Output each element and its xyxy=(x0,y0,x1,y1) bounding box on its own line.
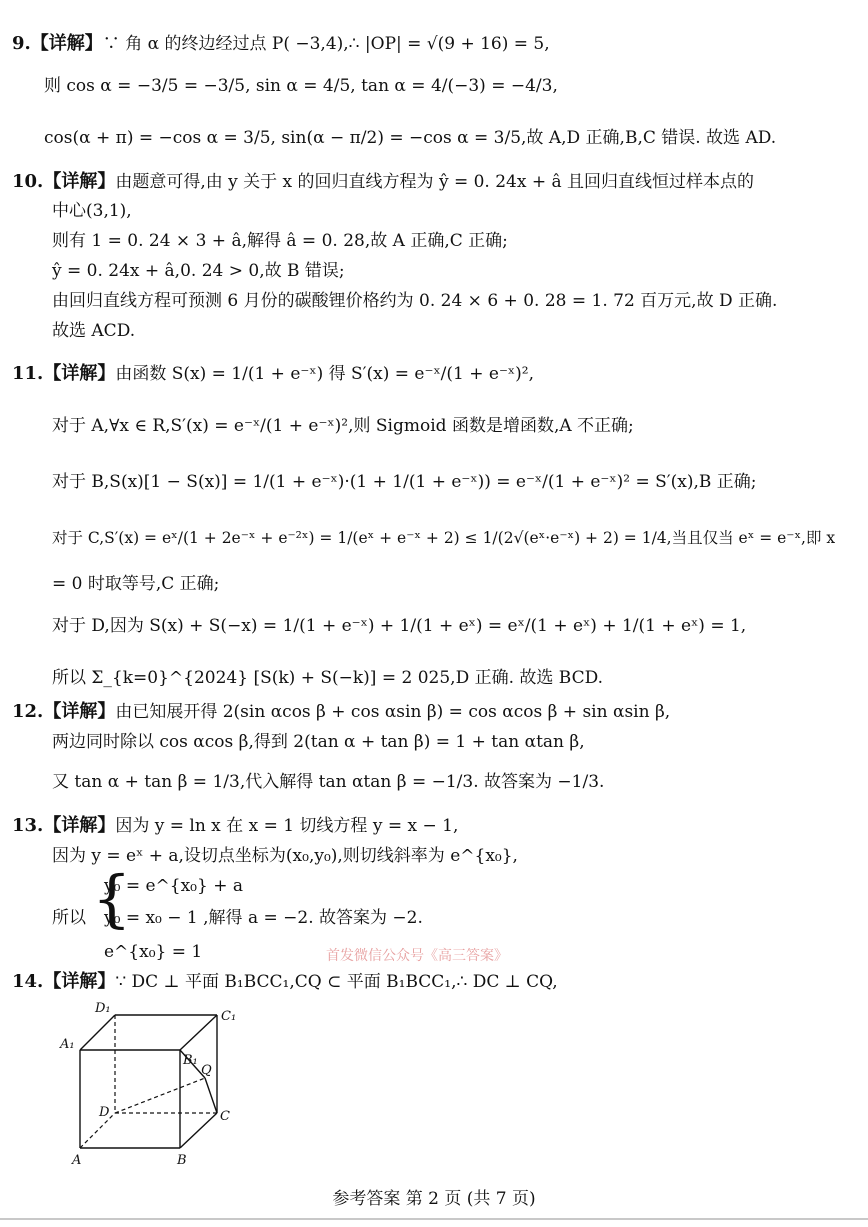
system-eq-3: e^{x₀} = 1 xyxy=(104,942,203,962)
problem-number: 12. xyxy=(12,701,44,722)
problem-label: 【详解】 xyxy=(43,971,116,992)
problem-13-line-2: 因为 y = eˣ + a,设切点坐标为(x₀,y₀),则切线斜率为 e^{x₀}, xyxy=(52,846,518,866)
solution-text: ∵ DC ⊥ 平面 B₁BCC₁,CQ ⊂ 平面 B₁BCC₁,∴ DC ⊥ CQ, xyxy=(115,972,558,992)
label-q: Q xyxy=(201,1063,212,1078)
problem-label: 【详解】 xyxy=(43,701,116,722)
problem-14-line-1 xyxy=(12,970,558,994)
problem-number: 11. xyxy=(12,363,44,384)
system-brace: { xyxy=(92,862,132,935)
label-c1: C₁ xyxy=(221,1009,237,1024)
edge-bc xyxy=(180,1113,217,1148)
solution-text: 由题意可得,由 y 关于 x 的回归直线方程为 ŷ = 0. 24x + â 且回归直线恒过样本点的 xyxy=(115,172,755,192)
label-a: A xyxy=(72,1153,82,1168)
label-b1: B₁ xyxy=(183,1053,198,1068)
problem-number: 13. xyxy=(12,815,44,836)
solution-text: 因为 y = ln x 在 x = 1 切线方程 y = x − 1, xyxy=(115,816,459,836)
problem-9-line-3: cos(α + π) = −cos α = 3/5, sin(α − π/2) = −cos α = 3/5,故 A,D 正确,B,C 错误. 故选 AD. xyxy=(44,128,777,148)
edge-a1d1 xyxy=(80,1015,115,1050)
problem-11-line-1 xyxy=(12,362,534,386)
problem-13-system-prefix: 所以 xyxy=(52,908,86,928)
problem-9-line-1 xyxy=(12,32,550,56)
solution-text: 由已知展开得 2(sin αcos β + cos αsin β) = cos αcos β + sin αsin β, xyxy=(115,702,671,722)
problem-label: 【详解】 xyxy=(43,815,116,836)
problem-number: 14. xyxy=(12,971,44,992)
problem-11-line-3: 对于 B,S(x)[1 − S(x)] = 1/(1 + e⁻ˣ)·(1 + 1/(1 + e⁻ˣ)) = e⁻ˣ/(1 + e⁻ˣ)² = S′(x),B 正确; xyxy=(52,472,757,492)
page-footer: 参考答案 第 2 页 (共 7 页) xyxy=(332,1189,536,1209)
problem-10-line-2: 中心(3,1), xyxy=(52,201,132,221)
problem-13-line-1 xyxy=(12,814,458,838)
edge-ad-hidden xyxy=(80,1113,115,1148)
system-eq-1: y₀ = e^{x₀} + a xyxy=(104,876,243,896)
label-a1: A₁ xyxy=(60,1037,75,1052)
label-d1: D₁ xyxy=(95,1001,111,1016)
problem-12-line-1 xyxy=(12,700,670,724)
system-eq-2: y₀ = x₀ − 1 ,解得 a = −2. 故答案为 −2. xyxy=(104,908,423,928)
label-c: C xyxy=(220,1109,230,1124)
problem-10-line-3: 则有 1 = 0. 24 × 3 + â,解得 â = 0. 28,故 A 正确,C 正确; xyxy=(52,231,508,251)
bottom-rule xyxy=(0,1218,868,1220)
segment-dq-hidden xyxy=(115,1078,205,1113)
cube-figure xyxy=(55,998,255,1170)
problem-11-line-5: = 0 时取等号,C 正确; xyxy=(52,574,220,594)
problem-9-line-2: 则 cos α = −3/5 = −3/5, sin α = 4/5, tan α = 4/(−3) = −4/3, xyxy=(44,76,558,96)
problem-number: 10. xyxy=(12,171,44,192)
problem-label: 【详解】 xyxy=(30,33,103,54)
problem-10-line-4: ŷ = 0. 24x + â,0. 24 > 0,故 B 错误; xyxy=(52,261,345,281)
problem-number: 9. xyxy=(12,33,31,54)
problem-11-line-4: 对于 C,S′(x) = eˣ/(1 + 2e⁻ˣ + e⁻²ˣ) = 1/(eˣ + e⁻ˣ + 2) ≤ 1/(2√(eˣ·e⁻ˣ) + 2) = 1/4,当且仅当 eˣ = e⁻ˣ,即 x xyxy=(52,529,836,547)
problem-label: 【详解】 xyxy=(43,171,116,192)
problem-11-line-6: 对于 D,因为 S(x) + S(−x) = 1/(1 + e⁻ˣ) + 1/(1 + eˣ) = eˣ/(1 + eˣ) + 1/(1 + eˣ) = 1, xyxy=(52,616,747,636)
problem-12-line-3: 又 tan α + tan β = 1/3,代入解得 tan αtan β = −1/3. 故答案为 −1/3. xyxy=(52,772,605,792)
problem-12-line-2: 两边同时除以 cos αcos β,得到 2(tan α + tan β) = 1 + tan αtan β, xyxy=(52,732,585,752)
label-d: D xyxy=(99,1105,110,1120)
problem-10-line-6: 故选 ACD. xyxy=(52,321,136,341)
problem-11-line-7: 所以 Σ_{k=0}^{2024} [S(k) + S(−k)] = 2 025,D 正确. 故选 BCD. xyxy=(52,668,604,688)
edge-b1c1 xyxy=(180,1015,217,1050)
label-b: B xyxy=(177,1153,187,1168)
watermark: 首发微信公众号《高三答案》 xyxy=(326,948,508,964)
problem-10-line-1 xyxy=(12,170,754,194)
segment-qc xyxy=(205,1078,217,1113)
solution-text: ∵ 角 α 的终边经过点 P( −3,4),∴ |OP| = √(9 + 16) = 5, xyxy=(102,34,550,54)
problem-10-line-5: 由回归直线方程可预测 6 月份的碳酸锂价格约为 0. 24 × 6 + 0. 28 = 1. 72 百万元,故 D 正确. xyxy=(52,291,778,311)
solution-text: 由函数 S(x) = 1/(1 + e⁻ˣ) 得 S′(x) = e⁻ˣ/(1 + e⁻ˣ)², xyxy=(115,364,534,384)
problem-label: 【详解】 xyxy=(43,363,116,384)
problem-11-line-2: 对于 A,∀x ∈ R,S′(x) = e⁻ˣ/(1 + e⁻ˣ)²,则 Sigmoid 函数是增函数,A 不正确; xyxy=(52,416,634,436)
